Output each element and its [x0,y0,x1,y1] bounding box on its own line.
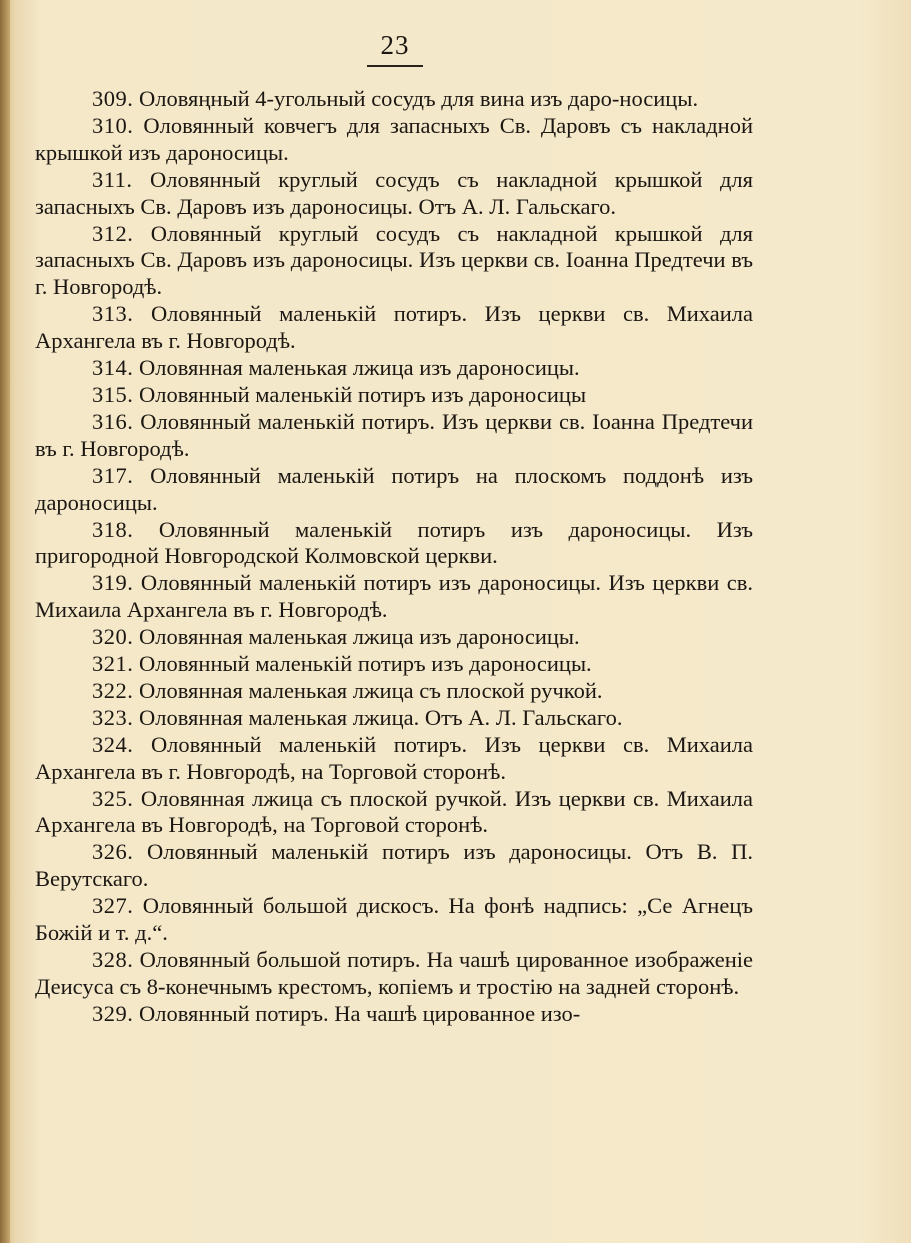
entry-number: 310. [92,112,134,138]
catalog-entry [35,705,753,732]
catalog-entry [35,113,753,167]
catalog-entry [35,678,753,705]
entry-text: Оловянный маленькій потиръ изъ дароносицы. [139,651,592,677]
catalog-entry [35,570,753,624]
catalog-entry [35,624,753,651]
catalog-entry [35,382,753,409]
entry-text: Оловяңный 4-угольный сосудъ для вина изъ даро-носицы. [139,86,699,111]
catalog-entry [35,409,753,463]
catalog-entry [35,732,753,786]
entry-text: Оловянная лжица съ плоской ручкой. Изъ церкви св. Михаила Архангела въ Новгородѣ, на Торговой сторонѣ. [35,785,753,838]
entry-number: 320. [92,624,134,650]
entry-number: 314. [92,355,134,381]
entry-text: Оловянный маленькій потиръ на плоскомъ поддонѣ изъ дароносицы. [35,462,753,515]
entry-text: Оловянный маленькій потиръ изъ дароносицы. Изъ пригородной Новгородской Колмовской церкви. [35,516,753,569]
catalog-entry [35,221,753,302]
entry-number: 313. [92,301,134,327]
book-spine-shadow [0,0,10,1243]
entry-number: 317. [92,462,134,488]
entry-text: Оловянный ковчегъ для запасныхъ Св. Даровъ съ накладной крышкой изъ дароносицы. [35,112,754,165]
page-number: 23 [380,30,410,60]
entry-number: 316. [92,408,134,434]
catalog-entry [35,651,753,678]
entry-number: 328. [92,947,134,972]
catalog-entry [35,893,753,947]
entry-number: 318. [92,516,134,542]
entry-text: Оловянный маленькій потиръ. Изъ церкви св. Іоанна Предтечи въ г. Новгородѣ. [35,408,754,461]
catalog-entry [35,1001,753,1028]
entry-number: 315. [92,381,134,407]
catalog-entry [35,86,753,113]
catalog-entry [35,463,753,517]
entry-number: 322. [92,677,134,703]
entry-number: 329. [92,1000,134,1026]
catalog-entry [35,786,753,840]
entry-text: Оловянный маленькій потиръ изъ дароносицы. Изъ церкви св. Михаила Архангела въ г. Новгородѣ. [35,570,753,623]
catalog-text [35,86,753,1028]
entry-text: Оловянный маленькій потиръ. Изъ церкви св. Михаила Архангела въ г. Новгородѣ, на Торговой сторонѣ. [35,731,754,784]
entry-number: 326. [92,839,134,865]
entry-text: Оловянный маленькій потиръ. Изъ церкви св. Михаила Архангела въ г. Новгородѣ. [35,301,754,354]
page-number-rule [367,65,423,67]
entry-text: Оловянный круглый сосудъ съ накладной крышкой для запасныхъ Св. Даровъ изъ дароносицы. Отъ А. Л. Гальскаго. [35,166,753,219]
entry-text: Оловянная маленькая лжица съ плоской ручкой. [139,677,603,703]
entry-number: 312. [92,220,134,246]
entry-text: Оловянный маленькій потиръ изъ дароносицы [139,381,587,407]
entry-number: 311. [92,166,133,192]
catalog-entry [35,839,753,893]
entry-number: 323. [92,704,134,730]
entry-number: 325. [92,785,134,811]
catalog-entry [35,517,753,571]
entry-text: Оловянная маленькая лжица изъ дароносицы. [139,355,580,381]
entry-text: Оловянный большой потиръ. На чашѣ цированное изображеніе Деисуса съ 8-конечнымъ крестомъ, копіемъ и тростію на задней сторонѣ. [35,947,754,999]
catalog-entry [35,355,753,382]
catalog-entry [35,301,753,355]
entry-number: 324. [92,731,134,757]
entry-text: Оловянный потиръ. На чашѣ цированное изо- [139,1000,581,1026]
entry-text: Оловянная маленькая лжица изъ дароносицы. [139,624,580,650]
catalog-entry [35,947,753,1001]
entry-text: Оловянный маленькій потиръ изъ дароносицы. Отъ В. П. Верутскаго. [35,839,754,892]
entry-number: 319. [92,570,134,596]
entry-text: Оловянная маленькая лжица. Отъ А. Л. Гальскаго. [139,704,623,730]
entry-number: 321. [92,651,134,677]
entry-number: 309. [92,86,134,111]
entry-text: Оловянный большой дискосъ. На фонѣ надпись: „Се Агнецъ Божій и т. д.“. [35,893,753,946]
entry-text: Оловянный круглый сосудъ съ накладной крышкой для запасныхъ Св. Даровъ изъ дароносицы. Изъ церкви св. Іоанна Предтечи въ г. Новгородѣ. [35,220,753,300]
entry-number: 327. [92,893,134,919]
catalog-entry [35,167,753,221]
